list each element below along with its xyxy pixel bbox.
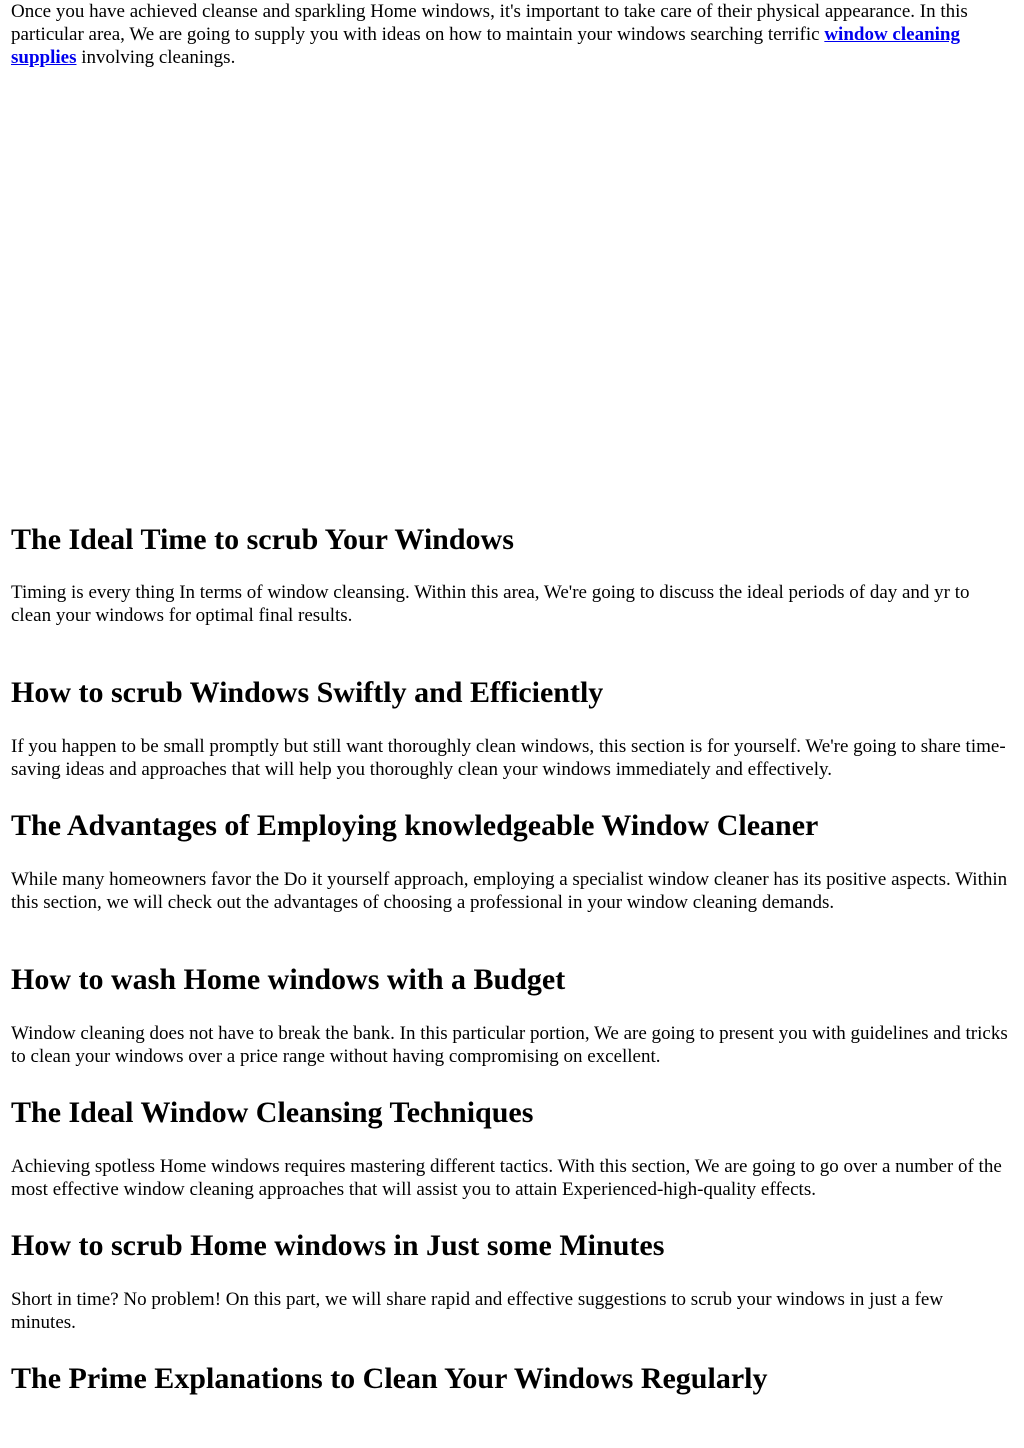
section-body: Short in time? No problem! On this part, we will share rapid and effective suggestions to scrub your windows in just a few minutes. <box>11 1289 944 1333</box>
section-ideal-time <box>11 522 1011 627</box>
window-cleaning-supplies-link[interactable]: window cleaning supplies <box>11 24 960 68</box>
section-advantages-professional <box>11 808 1011 914</box>
section-heading: The Prime Explanations to Clean Your Windows Regularly <box>11 1362 768 1395</box>
section-heading: How to scrub Home windows in Just some Minutes <box>11 1229 665 1262</box>
section-heading: The Ideal Window Cleansing Techniques <box>11 1096 534 1129</box>
section-body: Timing is every thing In terms of window cleansing. Within this area, We're going to discuss the ideal periods of day and yr to clean your windows for optimal final results. <box>11 582 970 626</box>
section-body: Achieving spotless Home windows requires mastering different tactics. With this section, We are going to go over a number of the most effective window cleaning approaches that will assist you to attain Experienced-high-quality effects. <box>11 1156 1002 1200</box>
section-heading: How to scrub Windows Swiftly and Efficiently <box>11 676 604 709</box>
section-reasons-regularly <box>11 1361 1011 1397</box>
blank-media-area <box>11 80 1011 510</box>
section-body: While many homeowners favor the Do it yourself approach, employing a specialist window cleaner has its positive aspects. Within this section, we will check out the advantages of choosing a professional in your window cleaning demands. <box>11 869 1008 913</box>
intro-text-before: Once you have achieved cleanse and sparkling Home windows, it's important to take care of their physical appearance. In this particular area, We are going to supply you with ideas on how to maintain your windows searching terrific <box>11 1 968 45</box>
section-techniques <box>11 1095 1011 1201</box>
section-heading: The Ideal Time to scrub Your Windows <box>11 523 514 556</box>
intro-text-after: involving cleanings. <box>76 47 236 68</box>
section-heading: How to wash Home windows with a Budget <box>11 963 566 996</box>
section-swiftly-efficiently <box>11 675 1011 781</box>
section-few-minutes <box>11 1228 1011 1334</box>
intro-paragraph <box>11 0 1011 69</box>
section-body: If you happen to be small promptly but still want thoroughly clean windows, this section is for yourself. We're going to share time-saving ideas and approaches that will help you thoroughly clean your windows immediately and effectively. <box>11 736 1006 780</box>
section-budget <box>11 962 1011 1068</box>
section-heading: The Advantages of Employing knowledgeable Window Cleaner <box>11 809 819 842</box>
section-body: Window cleaning does not have to break the bank. In this particular portion, We are going to present you with guidelines and tricks to clean your windows over a price range without having compromising on excellent. <box>11 1023 1008 1067</box>
